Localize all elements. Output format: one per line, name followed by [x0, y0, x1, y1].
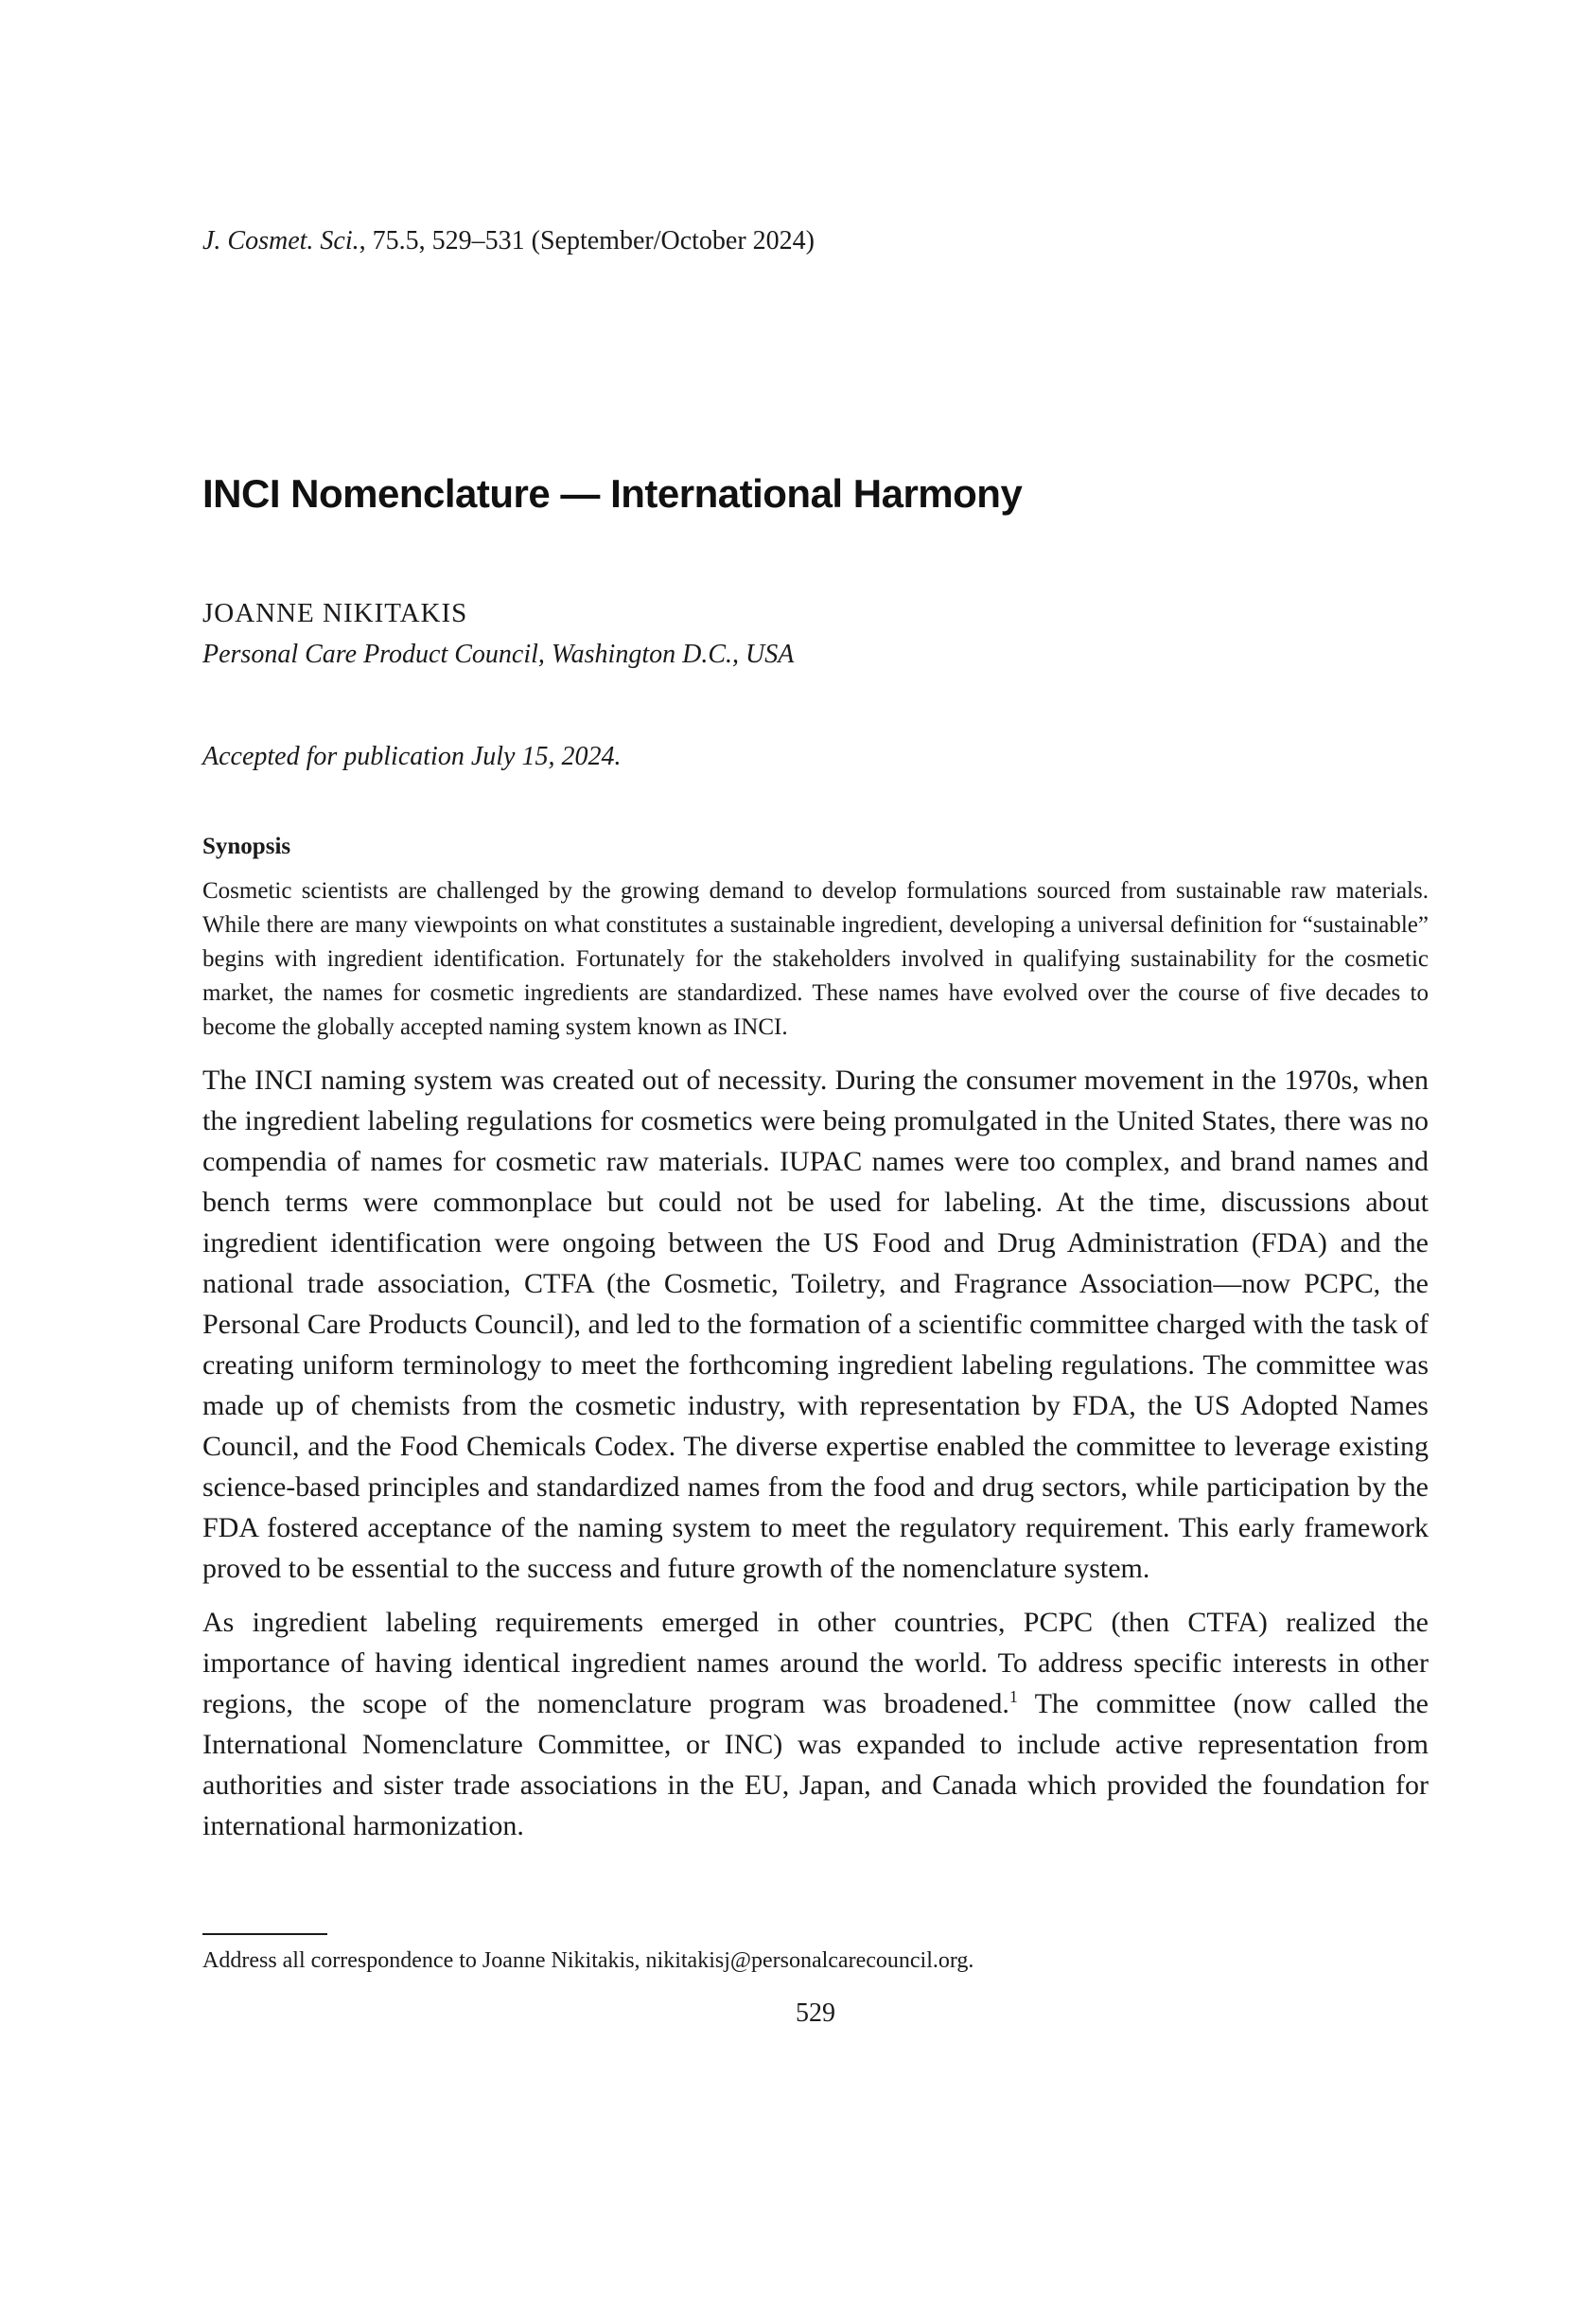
journal-name: J. Cosmet. Sci.: [202, 226, 360, 255]
body-paragraph-1: The INCI naming system was created out of necessity. During the consumer movement in the 1970s, when the ingredient labeling regulations for cosmetics were being promulgated in the United States, there was no compendia of names for cosmetic raw materials. IUPAC names were too complex, and brand names and bench terms were commonplace but could not be used for labeling. At the time, discussions about ingredient identification were ongoing between the US Food and Drug Administration (FDA) and the national trade association, CTFA (the Cosmetic, Toiletry, and Fragrance Association—now PCPC, the Personal Care Products Council), and led to the formation of a scientific committee charged with the task of creating uniform terminology to meet the forthcoming ingredient labeling regulations. The committee was made up of chemists from the cosmetic industry, with representation by FDA, the US Adopted Names Council, and the Food Chemicals Codex. The diverse expertise enabled the committee to leverage existing science-based principles and standardized names from the food and drug sectors, while participation by the FDA fostered acceptance of the naming system to meet the regulatory requirement. This early framework proved to be essential to the success and future growth of the nomenclature system.: [202, 1065, 1429, 1584]
running-head: [202, 225, 1429, 257]
article-title: INCI Nomenclature — International Harmony: [202, 471, 1023, 516]
synopsis-heading: Synopsis: [202, 834, 291, 859]
footnote-block: [202, 1933, 1429, 1975]
body-paragraph-2: [202, 1602, 1429, 1846]
page-number: 529: [796, 1998, 835, 2028]
author-affiliation: Personal Care Product Council, Washington D.C., USA: [202, 640, 795, 669]
synopsis-text: Cosmetic scientists are challenged by the growing demand to develop formulations sourced from sustainable raw materials. While there are many viewpoints on what constitutes a sustainable ingredient, developing a universal definition for “sustainable” begins with ingredient identification. Fortunately for the stakeholders involved in qualifying sustainability for the cosmetic market, the names for cosmetic ingredients are standardized. These names have evolved over the course of five decades to become the globally accepted naming system known as INCI.: [202, 878, 1429, 1040]
paragraph-2-text-end: The committee (now called the International Nomenclature Committee, or INC) was expanded to include active representation from authorities and sister trade associations in the EU, Japan, and Canada which provided the foundation for international harmonization.: [202, 1688, 1429, 1841]
footnote-reference-1: 1: [1008, 1687, 1018, 1706]
correspondence-footnote: Address all correspondence to Joanne Nikitakis, nikitakisj@personalcarecouncil.org.: [202, 1948, 974, 1973]
journal-citation-details: , 75.5, 529–531 (September/October 2024): [359, 226, 815, 255]
footnote-rule: [202, 1933, 327, 1935]
author-name: JOANNE NIKITAKIS: [202, 598, 468, 628]
paragraph-2-text-start: As ingredient labeling requirements emerged in other countries, PCPC (then CTFA) realized the importance of having identical ingredient names around the world. To address specific interests in other regions, the scope of the nomenclature program was broadened.: [202, 1607, 1429, 1719]
accepted-for-publication-line: Accepted for publication July 15, 2024.: [202, 742, 622, 771]
